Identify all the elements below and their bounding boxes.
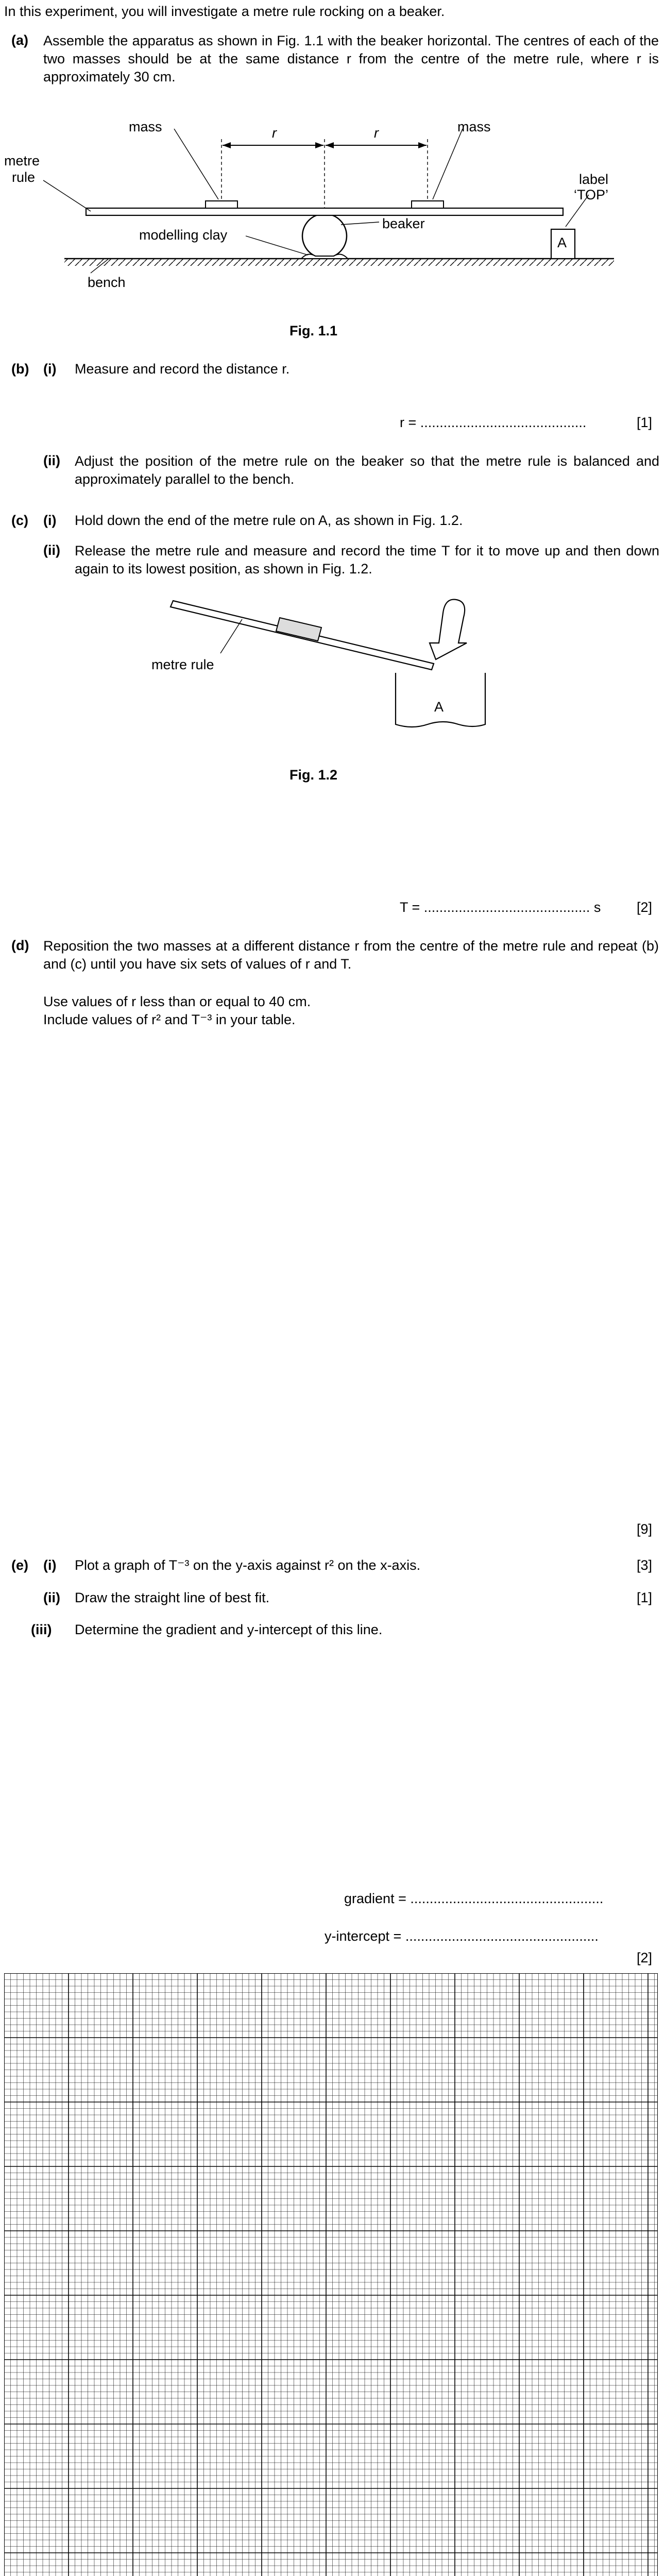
part-b-ii-text: Adjust the position of the metre rule on the beaker so that the metre rule is balanced and approximately parallel to the bench. (75, 453, 659, 487)
fig1-label-beaker: beaker (382, 216, 425, 231)
r-answer-line[interactable]: r = ........................................... (400, 415, 587, 430)
part-e-iii-mark: [2] (637, 1950, 653, 1965)
part-c-ii-label: (ii) (43, 543, 60, 558)
part-d-mark: [9] (637, 1521, 653, 1537)
part-c-label: (c) (11, 513, 28, 528)
beaker-shape (302, 214, 347, 258)
part-b-i-text: Measure and record the distance r. (75, 361, 290, 377)
part-e-ii-text: Draw the straight line of best fit. (75, 1590, 270, 1605)
gradient-answer-line[interactable]: gradient = .................................................. (344, 1891, 604, 1906)
graph-paper-grid[interactable] (4, 1973, 658, 2576)
fig1-label-bench: bench (88, 275, 126, 290)
push-down-arrow (430, 600, 467, 659)
part-d-label: (d) (11, 938, 29, 953)
fig1-label-modelling-clay: modelling clay (139, 227, 228, 243)
fig-1-2-caption: Fig. 1.2 (289, 767, 338, 783)
fig1-label-rule: rule (12, 170, 36, 185)
part-a-text: Assemble the apparatus as shown in Fig. 1.1 with the beaker horizontal. The centres of each of the two masses should be at the same distance r from the centre of the metre rule, where r is approximately 30 cm. (43, 33, 659, 85)
mass-right-shape (412, 201, 444, 208)
part-e-ii-label: (ii) (43, 1590, 60, 1605)
part-c-i-text: Hold down the end of the metre rule on A, as shown in Fig. 1.2. (75, 513, 463, 528)
part-b-label: (b) (11, 361, 29, 377)
part-e-i-label: (i) (43, 1557, 57, 1573)
fig1-label-r-right: r (374, 125, 379, 141)
y-intercept-answer-line[interactable]: y-intercept = .................................................. (325, 1928, 599, 1944)
fig1-label-r-left: r (272, 125, 277, 141)
fig-1-2-diagram (0, 592, 665, 747)
mass-left-shape (206, 201, 237, 208)
part-b-i-mark: [1] (637, 415, 653, 430)
part-e-iii-label: (iii) (31, 1622, 52, 1637)
fig2-label-a: A (434, 699, 444, 715)
part-e-i-text: Plot a graph of T⁻³ on the y-axis against r² on the x-axis. (75, 1557, 421, 1573)
t-answer-line[interactable]: T = ........................................... s (400, 900, 601, 915)
fig-1-1-caption: Fig. 1.1 (289, 323, 338, 338)
metre-rule-shape (86, 208, 563, 215)
intro-text: In this experiment, you will investigate a metre rule rocking on a beaker. (4, 4, 445, 19)
fig1-label-label: label (579, 172, 609, 187)
bench-hatching (64, 259, 614, 266)
fig1-label-mass-right: mass (457, 119, 491, 134)
part-d-line1: Use values of r less than or equal to 40 cm. (43, 994, 311, 1009)
fig1-label-metre: metre (4, 153, 40, 168)
part-e-i-mark: [3] (637, 1557, 653, 1573)
fig2-label-metre-rule: metre rule (151, 657, 214, 672)
part-c-ii-text: Release the metre rule and measure and record the time T for it to move up and then down again to its lowest position, as shown in Fig. 1.2. (75, 543, 659, 577)
part-e-ii-mark: [1] (637, 1590, 653, 1605)
part-e-label: (e) (11, 1557, 28, 1573)
part-d-text: Reposition the two masses at a different distance r from the centre of the metre rule and repeat (b) and (c) until you have six sets of values of r and T. (43, 938, 659, 972)
part-a-label: (a) (11, 32, 28, 48)
part-c-mark: [2] (637, 900, 653, 915)
fig1-label-a: A (557, 235, 567, 250)
part-d-line2: Include values of r² and T⁻³ in your table. (43, 1012, 296, 1027)
part-b-i-label: (i) (43, 361, 57, 377)
fig1-label-top: ‘TOP’ (574, 187, 609, 202)
part-b-ii-label: (ii) (43, 453, 60, 468)
part-c-i-label: (i) (43, 513, 57, 528)
part-e-iii-text: Determine the gradient and y-intercept of this line. (75, 1622, 383, 1637)
fig1-label-mass-left: mass (129, 119, 162, 134)
